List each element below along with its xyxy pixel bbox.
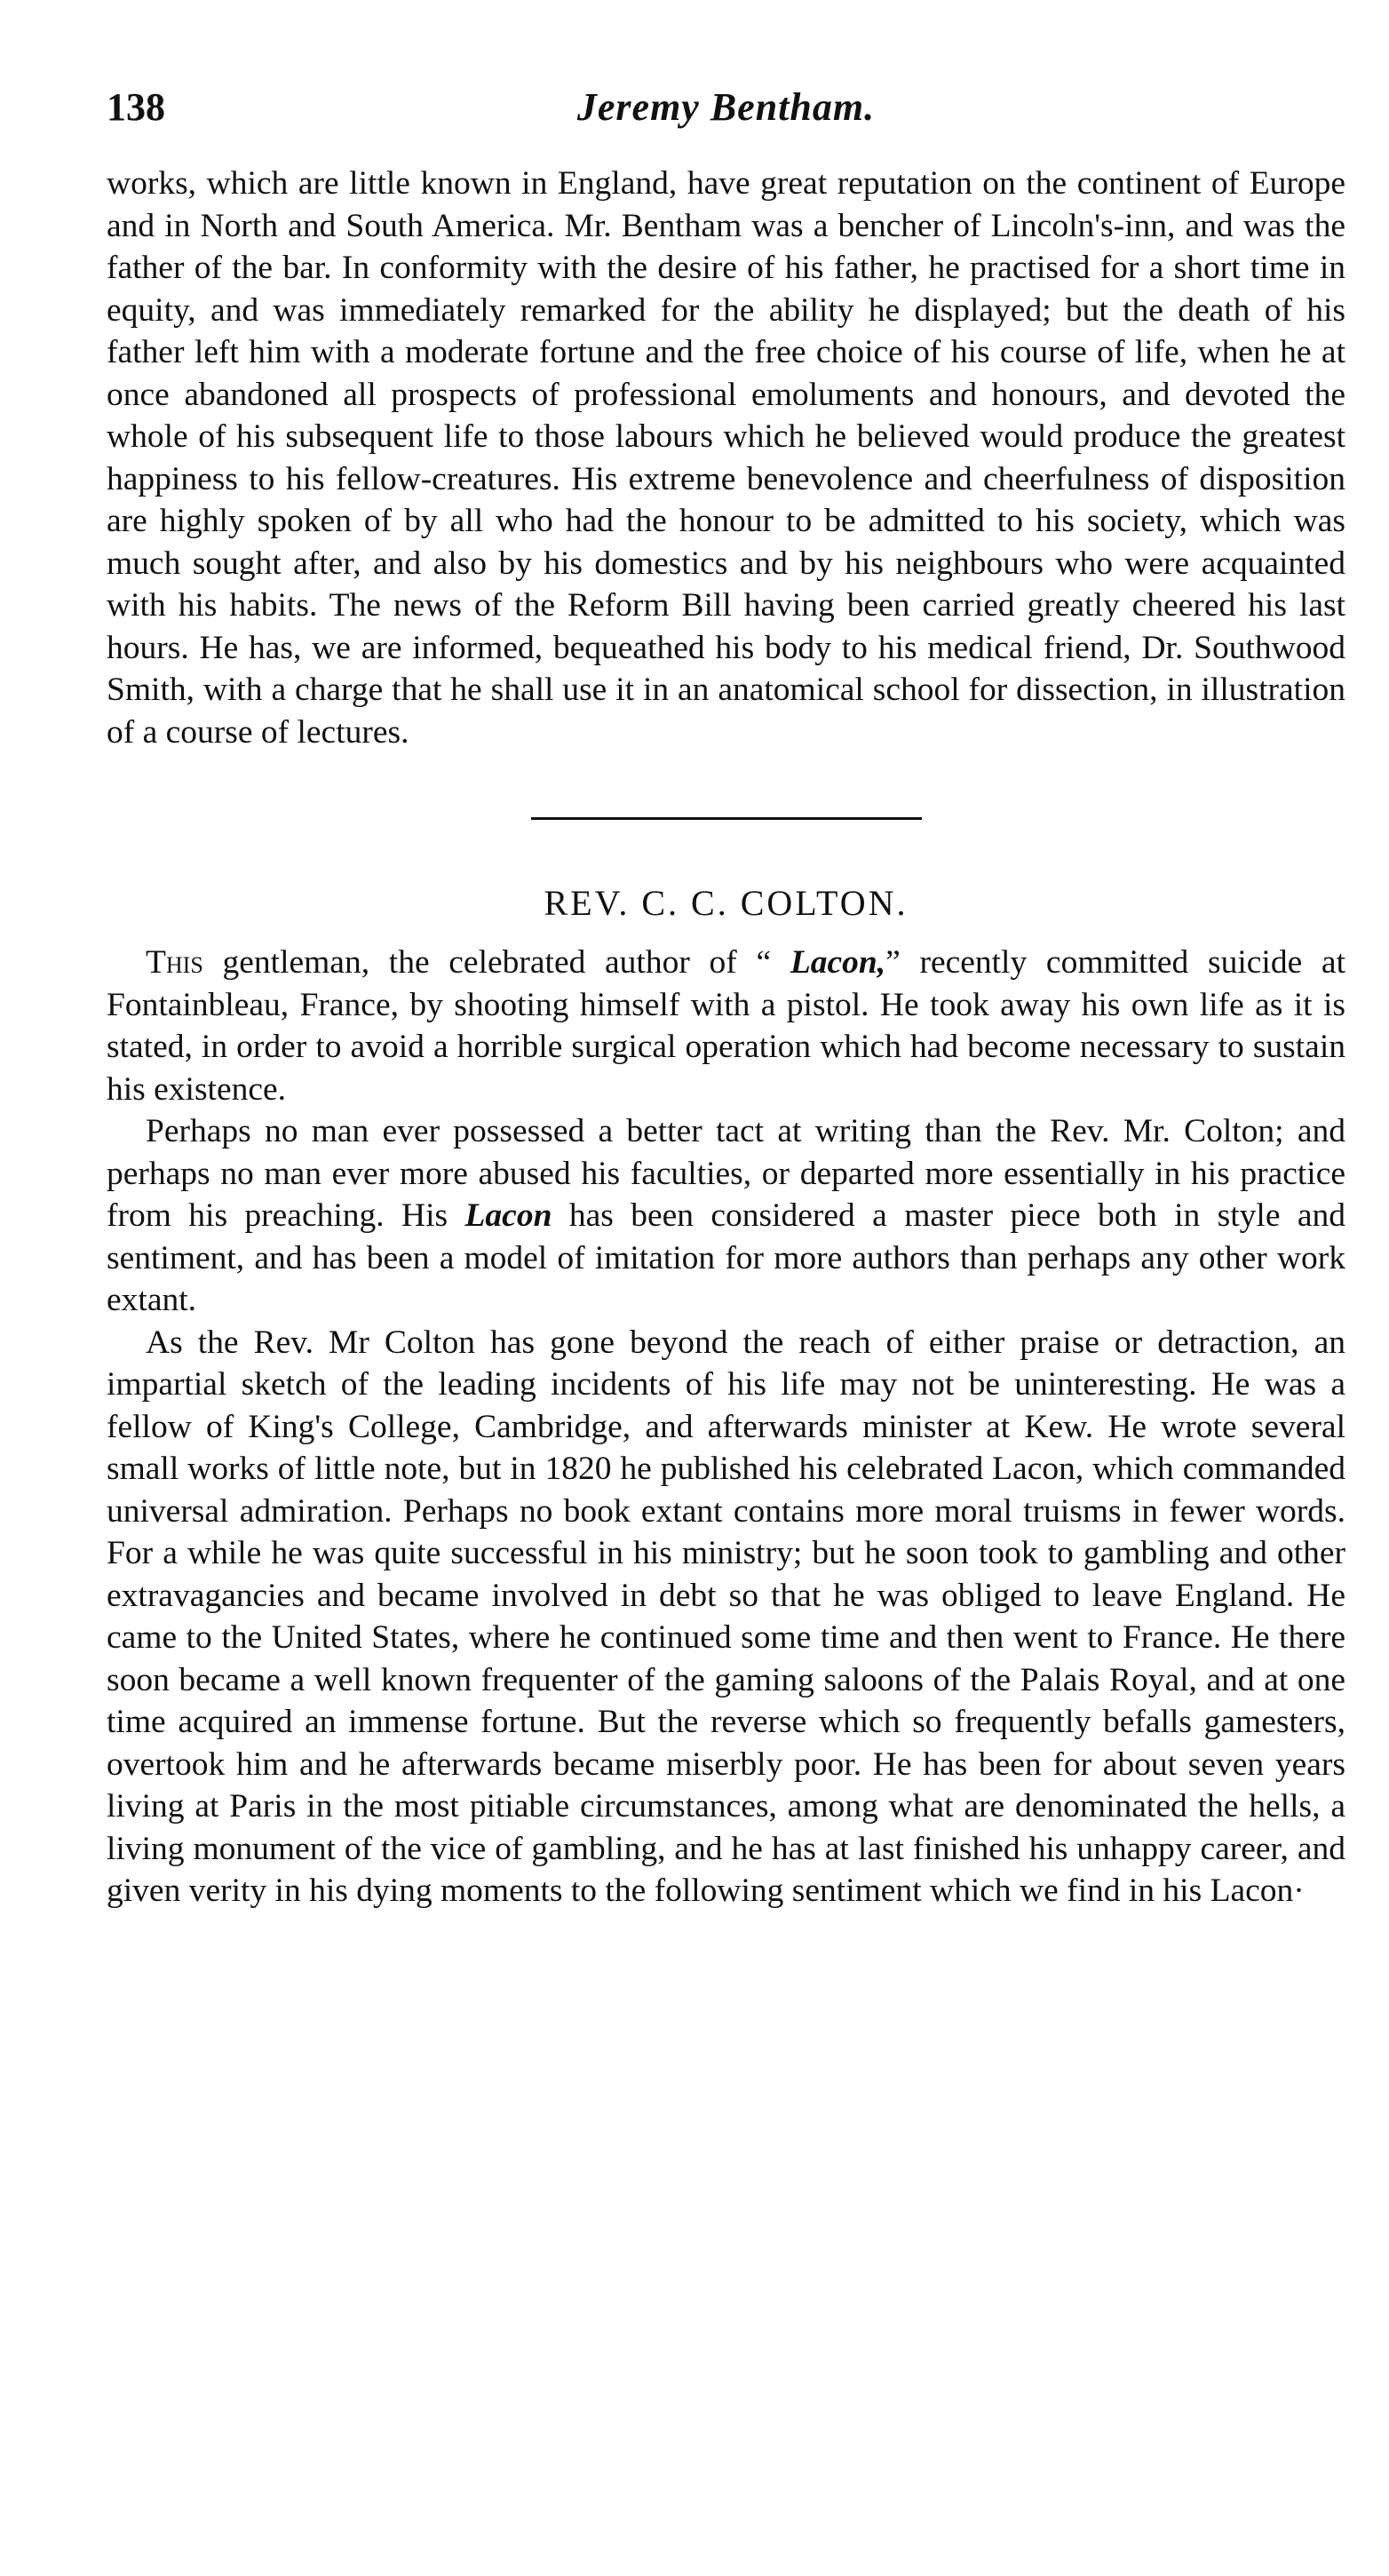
bentham-paragraph: works, which are little known in England, have great reputation on the continent of Europe and in North and South America. Mr. Bentham was a bencher of Lincoln's-inn, and was the father of the bar. In conformity with the desire of his father, he practised for a short time in equity, and was immediately remarked for the ability he displayed; but the death of his father left him with a moderate fortune and the free choice of his course of life, when he at once abandoned all prospects of professional emoluments and honours, and devoted the whole of his subsequent life to those labours which he believed would produce the greatest happiness to his fellow-creatures. His extreme benevolence and cheerfulness of disposition are highly spoken of by all who had the honour to be admitted to his society, which was much sought after, and also by his domestics and by his neighbours who were acquainted with his habits. The news of the Reform Bill having been carried greatly cheered his last hours. He has, we are informed, bequeathed his body to his medical friend, Dr. Southwood Smith, with a charge that he shall use it in an anatomical school for dissection, in illustration of a course of lectures. xyxy=(107,165,1345,751)
book-page xyxy=(107,84,1345,1912)
colton-p2-book-title: Lacon xyxy=(464,1197,552,1234)
page-number: 138 xyxy=(107,85,165,129)
section-heading-colton: REV. C. C. COLTON. xyxy=(544,883,909,923)
colton-paragraph-2 xyxy=(107,1110,1345,1322)
colton-p2-text-b: has been considered a master piece both in style and sentiment, and has been a model of imitation for more authors than perhaps any other work extant. xyxy=(107,1197,1345,1318)
colton-p1-book-title: Lacon, xyxy=(790,944,886,981)
colton-p1-text-a: gentleman, the celebrated author of “ xyxy=(202,944,790,981)
colton-lead-word: This xyxy=(146,944,203,981)
colton-p2-text-a: Perhaps no man ever possessed a better tact at writing than the Rev. Mr. Colton; and perhaps no man ever more abused his faculties, or departed more essentially in his practice from his preaching. His xyxy=(107,1113,1345,1234)
section-divider xyxy=(531,817,922,820)
colton-paragraph-1 xyxy=(107,942,1345,1110)
colton-paragraph-3: As the Rev. Mr Colton has gone beyond the reach of either praise or detraction, an impartial sketch of the leading incidents of his life may not be uninteresting. He was a fellow of King's College, Cambridge, and afterwards minister at Kew. He wrote several small works of little note, but in 1820 he published his celebrated Lacon, which commanded universal admiration. Perhaps no book extant contains more moral truisms in fewer words. For a while he was quite successful in his ministry; but he soon took to gambling and other extravagancies and became involved in debt so that he was obliged to leave England. He came to the United States, where he continued some time and then went to France. He there soon became a well known frequenter of the gaming saloons of the Palais Royal, and at one time acquired an immense fortune. But the reverse which so frequently befalls gamesters, overtook him and he afterwards became miserbly poor. He has been for about seven years living at Paris in the most pitiable circumstances, among what are denominated the hells, a living monument of the vice of gambling, and he has at last finished his unhappy career, and given verity in his dying moments to the following sentiment which we find in his Lacon· xyxy=(107,1324,1345,1909)
colton-p1-text-b: ” recently committed suicide at Fontainbleau, France, by shooting himself with a pistol. He took away his own life as it is stated, in order to avoid a horrible surgical operation which had become necessary to sustain his existence. xyxy=(107,944,1345,1108)
running-title: Jeremy Bentham. xyxy=(576,85,876,129)
running-head xyxy=(107,84,1345,138)
